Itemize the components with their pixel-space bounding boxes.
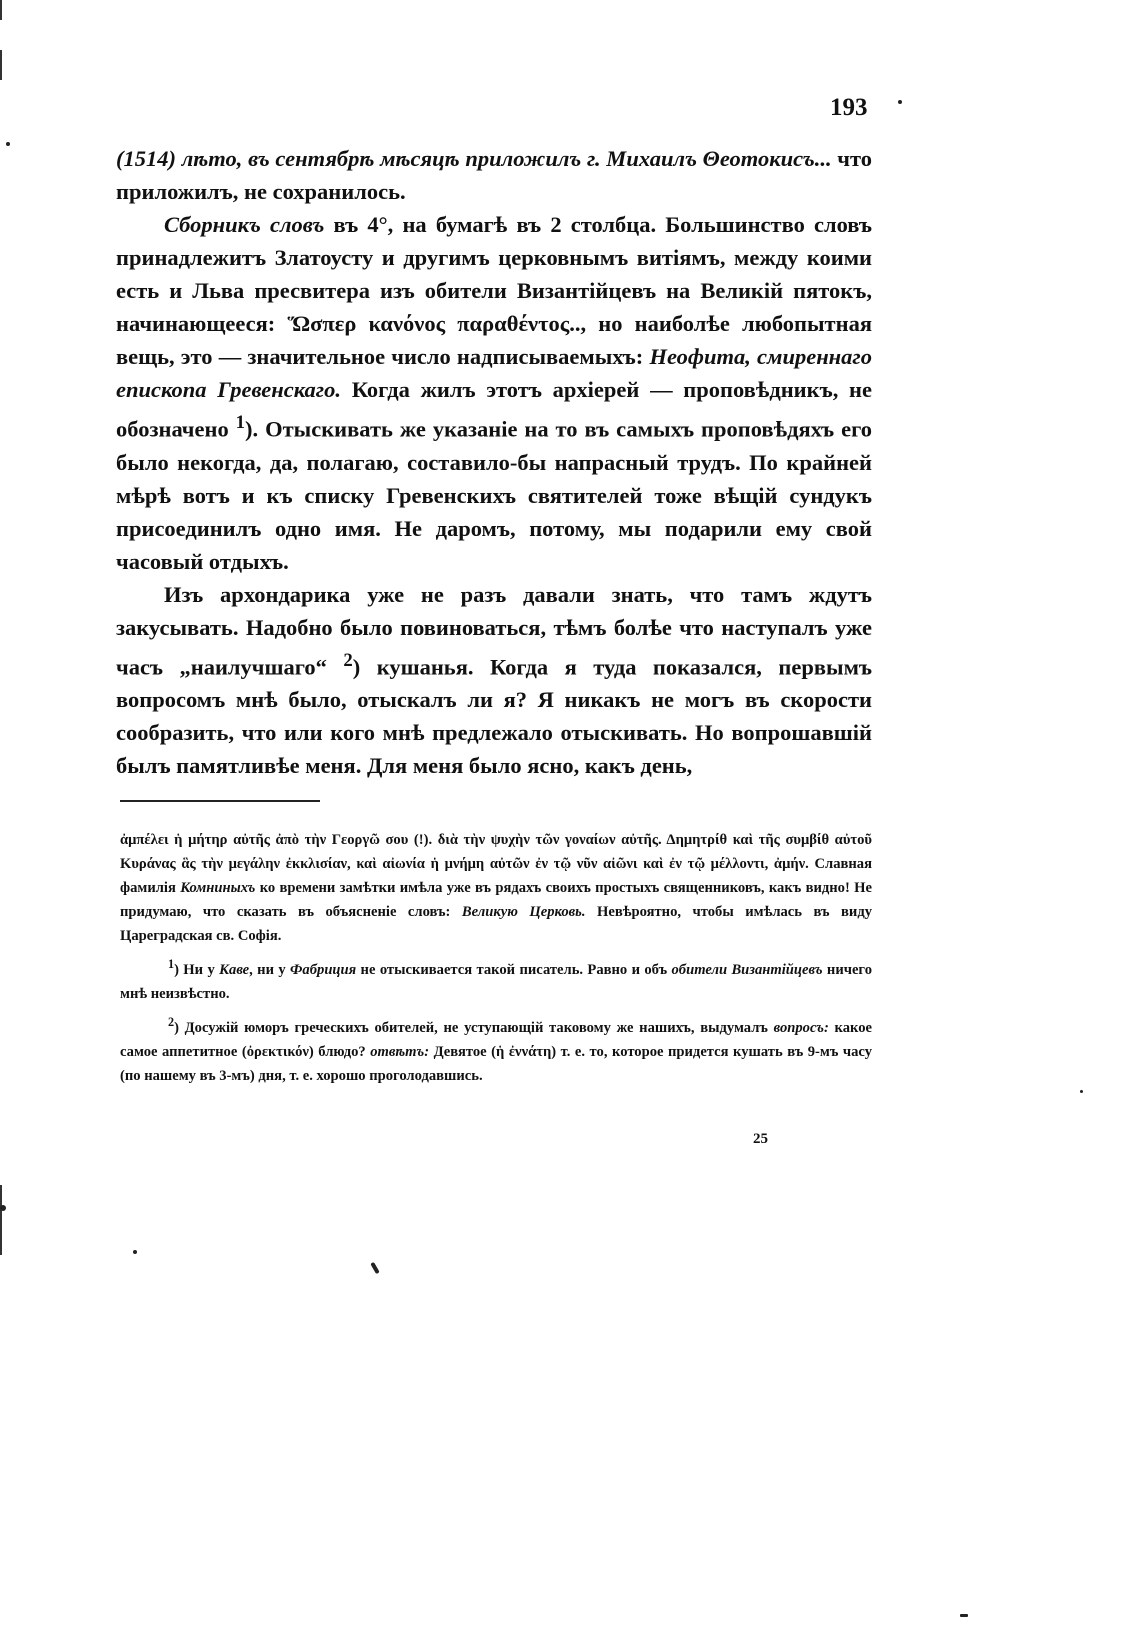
page-number: 193 [830,94,868,121]
italic-run: вопросъ: [773,1019,829,1036]
italic-run: Великую Церковь. [461,904,586,920]
footnote-ref: 1 [235,412,246,433]
footnote-ref: 2 [343,649,353,671]
scan-speck [1080,1090,1083,1093]
scan-speck [898,100,902,104]
text-run: ) кушанья. Когда я туда показался, первымъ вопросомъ мнѣ было, отыскалъ ли я? Я никакъ не могъ въ скорости сообразить, что или кого мнѣ предлежало отыскивать. Но вопрошавшiй былъ памятливѣе меня. Для меня было ясно, какъ день, [116,654,873,778]
text-run: ко времени замѣтки имѣла уже въ рядахъ своихъ простыхъ священниковъ, какъ видно! Не придумаю, что сказать въ объясненiе словъ: [120,880,872,920]
text-run: ничего мнѣ неизвѣстно. [120,961,872,1002]
text-run: , но наиболѣе любопытная вещь, это — значительное число надписываемыхъ: [116,311,872,369]
main-text [116,142,872,782]
footnotes [120,828,872,1092]
scan-speck [0,1205,6,1211]
footnote-divider [120,800,320,802]
greek-quote: ἀμπέλει ἡ μήτηρ αὐτῆς ἀπὸ τὴν Γεοργῶ σου (!). διὰ τὴν ψυχὴν τῶν γοναίων αὐτῆς. Δημητρίθ καὶ τῆς συμβίθ αὐτοῦ Κυράνας ἃς τὴν μεγάλην ἐκκλισίαν, καὶ αἰωνία ἡ μνήμη αὐτῶν ἐν τῷ νῦν αἰῶνι καὶ ἐν τῷ μέλλοντι, ἀμήν. [120,832,872,872]
text-run: Когда жилъ этотъ архiерей — проповѣдникъ, не обозначено [116,377,872,442]
italic-run: Фабриция [290,961,357,978]
text-run: ) Досужiй юморъ греческихъ обителей, не уступающiй таковому же нашихъ, выдумалъ [174,1019,774,1036]
text-run: Изъ архондарика уже не разъ давали знать, что тамъ ждутъ закусывать. Надобно было повиноваться, тѣмъ болѣе что наступалъ уже часъ „наилучшаго“ [116,581,872,679]
scan-speck [6,142,10,146]
text-run: не отыскивается такой писатель. Равно и объ [356,961,672,978]
scan-edge-mark [0,1185,2,1255]
footnote-1 [120,952,872,1006]
text-run: Невѣроятно, чтобы имѣлась въ виду Цареградская св. Софiя. [120,904,872,944]
text-run: въ 4°, на бумагѣ въ 2 столбца. Большинство словъ принадлежитъ Златоусту и другимъ церковнымъ витiямъ, между коими есть и Льва пресвитера изъ обители Византiйцевъ на Великiй пятокъ, начинающееся: [116,212,873,336]
scan-edge-mark [0,50,2,80]
paragraph-2 [116,208,872,578]
footnote-continuation [120,828,872,948]
scan-edge-mark [0,0,2,20]
text-run: ). Отыскивать же указанiе на то въ самыхъ проповѣдяхъ его было некогда, да, полагаю, составило-бы напрасный трудъ. По крайней мѣрѣ вотъ и къ списку Гревенскихъ святителей тоже вѣщiй сундукъ присоединилъ одно имя. Не даромъ, потому, мы подарили ему свой часовый отдыхъ. [116,416,872,574]
italic-run: отвѣтъ: [370,1043,430,1060]
text-run: Славная фамилiя [120,856,872,896]
scan-speck [133,1250,137,1254]
italic-run: (1514) лѣто, въ сентябрѣ мѣсяцѣ приложилъ г. Михаилъ Θеотокисъ... [116,146,832,171]
italic-run: Каве [219,961,250,978]
italic-run: Неофита, смиреннаго епископа Гревенскаго. [116,344,872,402]
text-run: Девятое (ἡ ἐννάτη) т. е. то, которое придется кушать въ 9-мъ часу (по нашему въ 3-мъ) дня, т. е. хорошо проголодавшись. [120,1043,872,1084]
italic-run: обители Византiйцевъ [671,961,823,978]
italic-run: Комниныхъ [180,880,256,896]
footnote-2 [120,1010,872,1088]
footnote-mark: 1 [168,957,175,971]
text-run: что приложилъ, не сохранилось. [116,146,872,204]
scan-speck [960,1614,968,1617]
italic-run: Сборникъ словъ [164,212,325,237]
paragraph-1 [116,142,872,208]
sheet-signature: 25 [753,1131,768,1147]
scan-speck [370,1262,379,1274]
text-run: какое самое аппетитное (ὀρεκτικόν) блюдо? [120,1019,872,1060]
greek-quote: Ὥσπερ κανόνος παραθέντος.. [287,311,581,336]
footnote-mark: 2 [168,1014,175,1029]
text-run: ) Ни у [174,961,220,978]
paragraph-3 [116,578,872,783]
text-run: , ни у [249,961,291,978]
